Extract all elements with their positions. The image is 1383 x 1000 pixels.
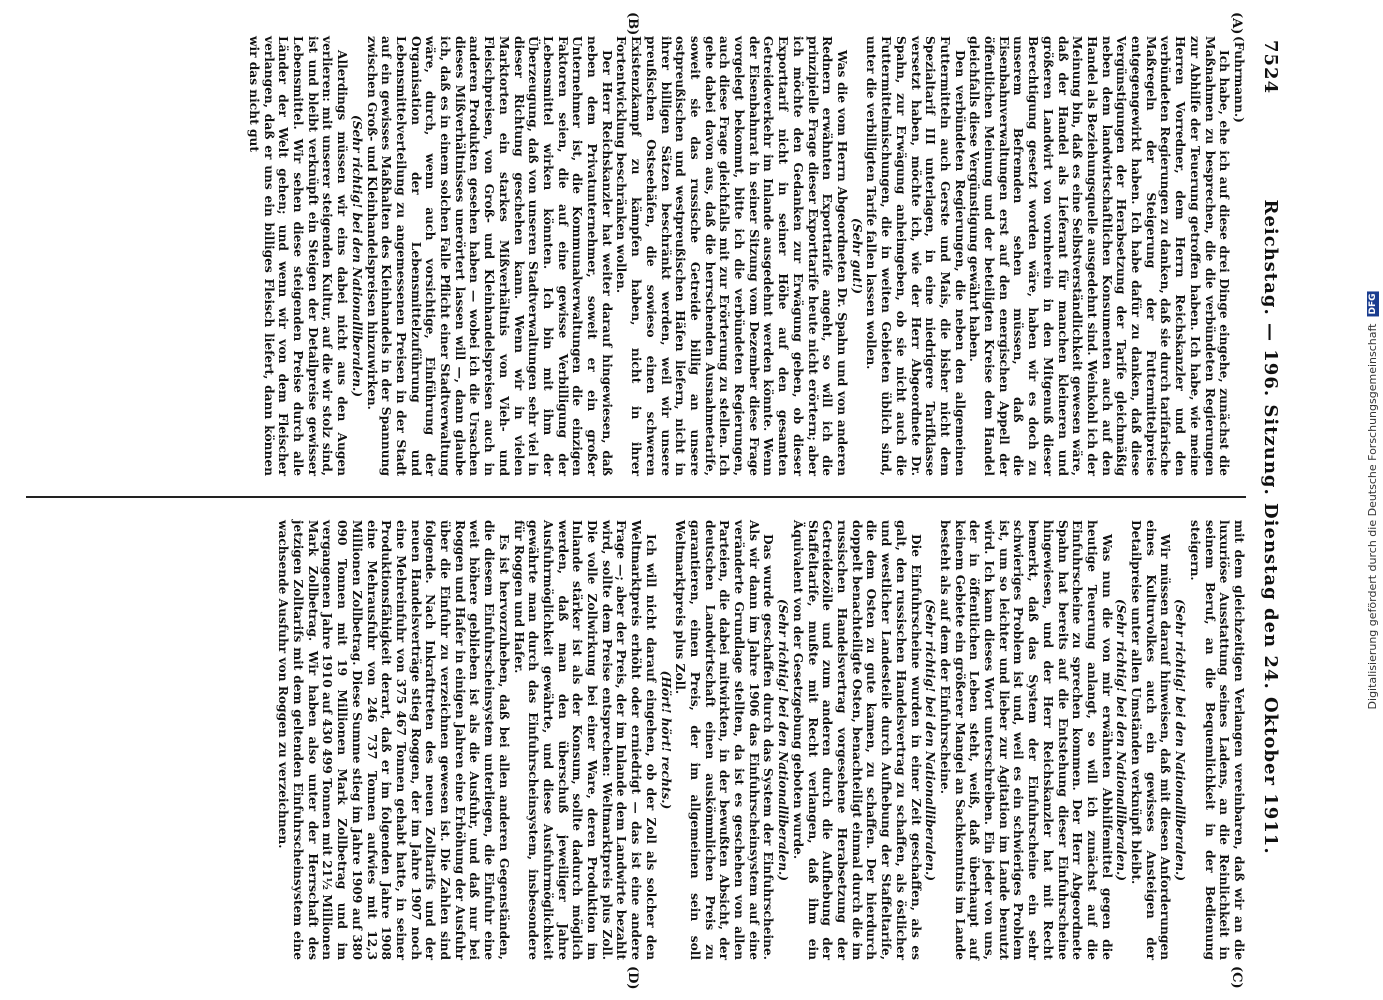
interjection: (Sehr richtig! bei den Nationalliberalen.)	[1173, 598, 1188, 881]
interjection: (Sehr richtig! bei den Nationalliberalen.)	[923, 598, 938, 881]
page-title: Reichstag. — 196. Sitzung. Dienstag den 24. Oktober 1911.	[1260, 199, 1282, 855]
speaker-label: (Fuhrmann.)	[1232, 36, 1246, 123]
interjection: (Sehr richtig! bei den Nationalliberalen.)	[349, 114, 364, 397]
interjection: (Sehr richtig! bei den Nationalliberalen.)	[1114, 598, 1129, 881]
paragraph: mit dem gleichzeitigen Verlangen vereinbaren, daß wir an die luxuriöse Ausstattung seines Ladens, an die Reinlichkeit in seinem Beruf, an die Bequemlichkeit in der Bedienung steigern.	[1187, 520, 1246, 960]
credit-text: Digitalisierung gefördert durch die Deutsche Forschungsgemeinschaft	[1365, 323, 1379, 710]
margin-marker-c: (C)	[1229, 966, 1244, 989]
paragraph: Allerdings müssen wir eins dabei nicht aus den Augen verlieren: mit unserer steigenden Kultur, auf die wir stolz sind, ist und bleibt verknüpft ein Steigen der Detailpreise gewisser Lebensmittel. Wir sehen diese steigenden Preise durch alle Länder der Welt gehen; und wenn wir von dem Fleischer verlangen, daß er uns ein billiges Fleisch liefert, dann können wir das nicht gut	[246, 36, 350, 476]
column-divider	[26, 496, 1246, 498]
paragraph: Die Einfuhrscheine wurden in einer Zeit geschaffen, als es galt, den russischen Handelsvertrag zu schaffen, als östlicher und westlicher Landesteile durch Aufhebung der Staffeltarife, die dem Osten zu gute kamen, zu schaffen. Der hierdurch doppelt benachteiligte Osten, benachteiligt einmal durch die im russischen Handelsvertrag vorgesehene Herabsetzung der Getreidezölle und zum anderen durch die Aufhebung der Staffeltarife, mußte mit Recht verlangen, daß ihm ein Äquivalent von der Gesetzgebung geboten wurde.	[790, 520, 923, 960]
margin-marker-d: (D)	[625, 966, 640, 990]
margin-marker-a: (A)	[1229, 12, 1244, 35]
right-column	[276, 520, 1246, 960]
paragraph: Wir müssen darauf hinweisen, daß mit diesen Anforderungen eines Kulturvolkes auch ein gewisses Ansteigen der Detailpreise unter allen Umständen verknüpft bleibt.	[1129, 520, 1173, 960]
interjection: (Hört! hört! rechts.)	[658, 670, 673, 810]
interjection: (Sehr richtig! bei den Nationalliberalen.)	[776, 598, 791, 881]
margin-marker-b: (B)	[625, 12, 640, 36]
paragraph: Der Herr Reichskanzler hat weiter darauf hingewiesen, daß neben dem Privatunternehmer, soweit er ein großer Unternehmer ist, die Kommunalverwaltungen die einzigen Faktoren seien, die auf eine gewisse Verbilligung der Lebensmittel wirken könnten. Ich bin mit ihm der Überzeugung, daß von unseren Stadtverwaltungen sehr viel in dieser Richtung geschehen kann. Wenn wir in vielen Marktorten ein starkes Mißverhältnis von Vieh- und Fleischpreisen, von Groß- und Kleinhandelspreisen auch in anderen Produkten gesehen haben — wobei ich die Ursachen dieses Mißverhältnisses unerörtert lassen will —, dann glaube ich, daß es in einem solchen Falle Pflicht einer Stadtverwaltung wäre, durch, wenn auch vorsichtige, Einführung der Organisation der Lebensmittelzuführung und Lebensmittelverteilung zu angemessenen Preisen in der Stadt auf ein gewisses Maßhalten des Kleinhandels in der Spannung zwischen Groß- und Kleinhandelspreisen hinzuwirken.	[364, 36, 614, 476]
interjection: (Sehr gut!)	[849, 218, 864, 294]
dfg-logo: DFG	[1367, 292, 1378, 314]
page-header	[1254, 40, 1288, 960]
paragraph: Das wurde geschaffen durch das System der Einfuhrscheine. Als wir dann im Jahre 1906 das Einfuhrscheinsystem auf eine veränderte Grundlage stellten, da ist es geschehen von allen Parteien, die dabei mitwirkten, in der bewußten Absicht, der deutschen Landwirtschaft einen auskömmlichen Preis zu garantieren, einen Preis, der im allgemeinen sein soll Weltmarktpreis plus Zoll.	[673, 520, 776, 960]
digitization-credit	[1362, 0, 1382, 1000]
paragraph: Es ist hervorzuheben, daß bei allen anderen Gegenständen, die diesem Einfuhrscheinsystem unterliegen, die Einfuhr eine weit höhere geblieben ist als die Ausfuhr, und daß nur bei Roggen und Hafer in einigen Jahren eine Erhöhung der Ausfuhr über die Einfuhr zu verzeichnen gewesen ist. Die Zahlen sind folgende. Nach Inkrafttreten des neuen Zolltarifs und der neuen Handelsverträge stieg Roggen, der im Jahre 1907 noch eine Mehreinfuhr von 375 467 Tonnen gehabt hatte, in seiner Produktionsfähigkeit derart, daß er im folgenden Jahre 1908 eine Mehrausfuhr von 246 737 Tonnen aufwies mit 12,3 Millionen Zollbetrag. Diese Summe stieg im Jahre 1909 auf 380 090 Tonnen mit 19 Millionen Mark Zollbetrag und im vergangenen Jahre 1910 auf 430 499 Tonnen mit 21½ Millionen Mark Zollbetrag. Wir haben also unter der Herrschaft des jetzigen Zolltarifs mit dem geltenden Einfuhrscheinsystem eine wachsende Ausfuhr von Roggen zu verzeichnen.	[276, 520, 511, 960]
paragraph: Ich will nicht darauf eingehen, ob der Zoll als solcher den Weltmarktpreis erhöht oder erniedrigt — das ist eine andere Frage —; aber der Preis, der im Inlande dem Landwirte bezahlt wird, sollte dem Preise entsprechen: Weltmarktpreis plus Zoll. Die volle Zollwirkung bei einer Ware, deren Produktion im Inlande stärker ist als der Konsum, sollte dadurch möglich werden, daß man den überschuß jeweiliger Jahre Ausfuhrmöglichkeit gewährte, und diese Ausfuhrmöglichkeit gewährte man durch das Einfuhrscheinsystem, insbesondere für Roggen und Hafer.	[511, 520, 658, 960]
paragraph: Was die vom Herrn Abgeordneten Dr. Spahn und von anderen Rednern erwähnten Exporttarife angeht, so will ich die prinzipielle Frage dieser Exporttarife heute nicht erörtern; aber ich möchte den Gedanken zur Erwägung geben, ob dieser Exporttarif nicht in seiner Höhe auf den gesamten Getreideverkehr im Inlande ausgedehnt werden könnte. Wenn der Eisenbahnrat in seiner Sitzung vom Dezember diese Frage vorgelegt bekommt, bitte ich die verbündeten Regierungen, auch diese Frage gleichfalls mit zur Erörterung zu stellen. Ich gehe dabei davon aus, daß die herrschenden Ausnahmetarife, soweit sie das russische Getreide billig an unsere ostpreußischen und westpreußischen Häfen liefern, nicht in ihrer billigen Sätzen beschränkt werden, weil wir unsere preußischen Ostseehäfen, die sowieso einen schweren Existenzkampf zu kämpfen haben, nicht in ihrer Fortentwicklung beschränken wollen.	[614, 36, 850, 476]
page-number: 7524	[1260, 40, 1282, 95]
left-column	[246, 36, 1246, 476]
paragraph: Den verbündeten Regierungen, die neben den allgemeinen Futtermitteln auch Gerste und Mais, die bisher nicht dem Spezialtarif III unterlagen, in eine niedrigere Tarifklasse versetzt haben, möchte ich, wie der Herr Abgeordnete Dr. Spahn, zur Erwägung anheimgeben, ob sie nicht auch die Futtermittelmischungen, die in weiten Gebieten üblich sind, unter die verbilligten Tarife fallen lassen wollen.	[864, 36, 967, 476]
paragraph: Ich habe, ehe ich auf diese drei Dinge eingehe, zunächst die Maßnahmen zu besprechen, die die verbündeten Regierungen zur Abhilfe der Teuerung getroffen haben. Ich habe, wie meine Herren Vorredner, dem Herrn Reichskanzler und den verbündeten Regierungen zu danken, daß sie durch tarifarische Maßregeln der Steigerung der Futtermittelpreise entgegengewirkt haben. Ich habe dafür zu danken, daß diese Vergünstigungen der Herabsetzung der Tarife gleichmäßig neben dem landwirtschaftlichen Konsumenten auch auf den Handel als Beziehungsquelle ausgedehnt sind. Weinkohl ich der Meinung bin, daß es eine Selbstverständlichkeit gewesen wäre, daß der Handel als Lieferant für manchen kleineren und größeren Landwirt von vornherein in den Mitgenuß dieser Berechtigung gesetzt worden wäre, haben wir es doch zu unserem Befremden sehen müssen, daß die Eisenbahnverwaltungen erst auf den energischen Appell der öffentlichen Meinung und der beteiligten Kreise dem Handel gleichfalls diese Vergünstigung gewährt haben.	[967, 36, 1232, 476]
paragraph: Was nun die von mir erwähnten Abhilfemittel gegen die heutige Teuerung anlangt, so will ich zunächst auf die Einfuhrscheine zu sprechen kommen. Der Herr Abgeordnete Spahn hat bereits auf die Entstehung dieser Einfuhrscheine hingewiesen, und der Herr Reichskanzler hat mit Recht bemerkt, daß das System der Einfuhrscheine ein sehr schwieriges Problem ist und, weil es ein schwieriges Problem ist, um so leichter und lieber zur Agitation im Lande benutzt wird. Ich kann dieses Wort unterschreiben. Ein jeder von uns, der in öffentlichen Leben steht, weiß, daß überhaupt auf keinem Gebiete ein größerer Mangel an Sachkenntnis im Lande besteht als auf dem der Einfuhrscheine.	[937, 520, 1114, 960]
